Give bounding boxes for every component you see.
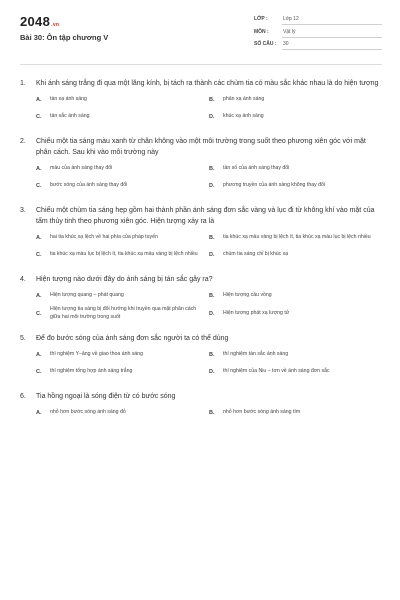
answer-option[interactable]	[36, 348, 209, 362]
question-line	[20, 333, 382, 344]
question-text: Chiếu một tia sáng màu xanh từ chân không vào một môi trường trong suốt theo phương xiên góc với mặt phân cách. Sau khi vào môi trường này	[36, 138, 366, 156]
question-item	[20, 205, 382, 265]
option-text: thí nghiệm tán sắc ánh sáng	[223, 351, 289, 358]
option-text: hai tia khúc xạ lệch về hai phía của pháp tuyến	[50, 234, 158, 241]
answer-option[interactable]	[209, 306, 382, 321]
option-letter: B.	[209, 352, 215, 358]
option-letter: A.	[36, 166, 42, 172]
question-number: 5.	[20, 335, 26, 342]
meta-value: Vật lý	[282, 27, 382, 38]
option-letter: C.	[36, 252, 42, 258]
answer-options	[36, 231, 382, 265]
answer-option[interactable]	[209, 348, 382, 362]
option-text: chùm tia sáng chỉ bị khúc xạ	[223, 251, 289, 258]
question-number: 1.	[20, 80, 26, 87]
answer-option[interactable]	[209, 406, 382, 420]
question-text: Để đo bước sóng của ánh sáng đơn sắc người ta có thể dùng	[36, 335, 229, 342]
answer-options	[36, 406, 382, 423]
option-text: bước sóng của ánh sáng thay đổi	[50, 182, 128, 189]
option-letter: A.	[36, 410, 42, 416]
option-text: nhỏ hơn bước sóng ánh sáng tím	[223, 409, 301, 416]
question-number: 2.	[20, 138, 26, 145]
meta-value: 30	[282, 39, 382, 50]
option-text: thí nghiệm tổng hợp ánh sáng trắng	[50, 368, 133, 375]
logo-main-text: 2048	[20, 14, 51, 29]
page-title: Bài 30: Ôn tập chương V	[20, 33, 109, 42]
option-letter: D.	[209, 114, 215, 120]
question-number: 6.	[20, 393, 26, 400]
option-text: tần số của ánh sáng thay đổi	[223, 165, 290, 172]
question-line	[20, 136, 382, 158]
option-letter: A.	[36, 97, 42, 103]
meta-row	[254, 14, 382, 25]
answer-option[interactable]	[209, 248, 382, 262]
question-text: Tia hồng ngoại là sóng điện từ có bước sóng	[36, 393, 176, 400]
answer-option[interactable]	[209, 110, 382, 124]
answer-option[interactable]	[36, 289, 209, 303]
option-letter: B.	[209, 235, 215, 241]
option-text: thí nghiệm của Niu – tơn về ánh sáng đơn sắc	[223, 368, 330, 375]
answer-option[interactable]	[209, 179, 382, 193]
answer-option[interactable]	[36, 406, 209, 420]
option-text: thí nghiệm Y–âng về giao thoa ánh sáng	[50, 351, 144, 358]
option-letter: B.	[209, 97, 215, 103]
question-line	[20, 205, 382, 227]
option-letter: D.	[209, 252, 215, 258]
meta-info	[254, 14, 382, 52]
meta-value: Lớp 12	[282, 14, 382, 25]
answer-option[interactable]	[209, 365, 382, 379]
header-divider	[20, 64, 382, 65]
page-header	[0, 0, 400, 62]
option-letter: B.	[209, 410, 215, 416]
question-line	[20, 391, 382, 402]
option-letter: B.	[209, 293, 215, 299]
option-letter: C.	[36, 183, 42, 189]
option-text: Hiện tượng cầu vồng	[223, 292, 272, 299]
option-letter: A.	[36, 352, 42, 358]
answer-option[interactable]	[36, 306, 209, 321]
meta-row	[254, 39, 382, 50]
answer-option[interactable]	[36, 93, 209, 107]
option-text: Hiện tượng phát xạ lượng tử	[223, 309, 290, 316]
option-text: tán sắc ánh sáng	[50, 113, 90, 120]
question-item	[20, 333, 382, 382]
meta-row	[254, 27, 382, 38]
option-text: phản xạ ánh sáng	[223, 96, 265, 103]
option-letter: C.	[36, 114, 42, 120]
option-text: tia khúc xạ màu lục bị lệch ít, tia khúc xạ màu vàng bị lệch nhiều	[50, 251, 198, 258]
answer-option[interactable]	[36, 110, 209, 124]
question-number: 4.	[20, 276, 26, 283]
option-letter: D.	[209, 183, 215, 189]
answer-option[interactable]	[209, 231, 382, 245]
option-letter: B.	[209, 166, 215, 172]
option-text: Hiện tượng quang – phát quang	[50, 292, 124, 299]
question-item	[20, 391, 382, 423]
answer-options	[36, 289, 382, 324]
answer-option[interactable]	[209, 162, 382, 176]
answer-option[interactable]	[36, 231, 209, 245]
option-text: tia khúc xạ màu vàng bị lệch ít, tia khúc xạ màu lục bị lệch nhiều	[223, 234, 371, 241]
answer-options	[36, 162, 382, 196]
option-text: khúc xạ ánh sáng	[223, 113, 264, 120]
option-letter: D.	[209, 369, 215, 375]
answer-option[interactable]	[209, 93, 382, 107]
option-text: nhỏ hơn bước sóng ánh sáng đỏ	[50, 409, 126, 416]
option-letter: A.	[36, 293, 42, 299]
option-letter: C.	[36, 369, 42, 375]
question-item	[20, 274, 382, 324]
option-letter: C.	[36, 310, 42, 317]
answer-option[interactable]	[209, 289, 382, 303]
option-text: tán xạ ánh sáng	[50, 96, 87, 103]
option-text: Hiện tượng tia sáng bị đổi hướng khi truyền qua mặt phân cách giữa hai môi trường trong suốt	[50, 306, 197, 320]
question-line	[20, 78, 382, 89]
option-text: màu của ánh sáng thay đổi	[50, 165, 113, 172]
question-item	[20, 78, 382, 127]
option-text: phương truyền của ánh sáng không thay đổi	[223, 182, 326, 189]
question-text: Chiếu một chùm tia sáng hẹp gồm hai thành phần ánh sáng đơn sắc vàng và lục đi từ không khí vào mặt của tấm thủy tinh theo phương xiên góc. Hiện tượng xảy ra là	[36, 207, 375, 225]
option-letter: D.	[209, 310, 215, 317]
answer-option[interactable]	[36, 248, 209, 262]
answer-option[interactable]	[36, 365, 209, 379]
option-letter: A.	[36, 235, 42, 241]
meta-label: LỚP :	[254, 16, 268, 22]
question-text: Khi ánh sáng trắng đi qua một lăng kính, bị tách ra thành các chùm tia có màu sắc khác nhau là do hiện tượng	[36, 80, 379, 87]
question-number: 3.	[20, 207, 26, 214]
site-logo[interactable]	[20, 14, 59, 29]
question-text: Hiện tượng nào dưới đây do ánh sáng bị tán sắc gây ra?	[36, 276, 213, 283]
question-line	[20, 274, 382, 285]
meta-label: SỐ CÂU :	[254, 41, 277, 47]
answer-options	[36, 348, 382, 382]
logo-domain-text: .vn	[51, 22, 60, 28]
answer-options	[36, 93, 382, 127]
question-list	[20, 78, 382, 432]
meta-label: MÔN :	[254, 28, 269, 35]
answer-option[interactable]	[36, 162, 209, 176]
question-item	[20, 136, 382, 196]
answer-option[interactable]	[36, 179, 209, 193]
